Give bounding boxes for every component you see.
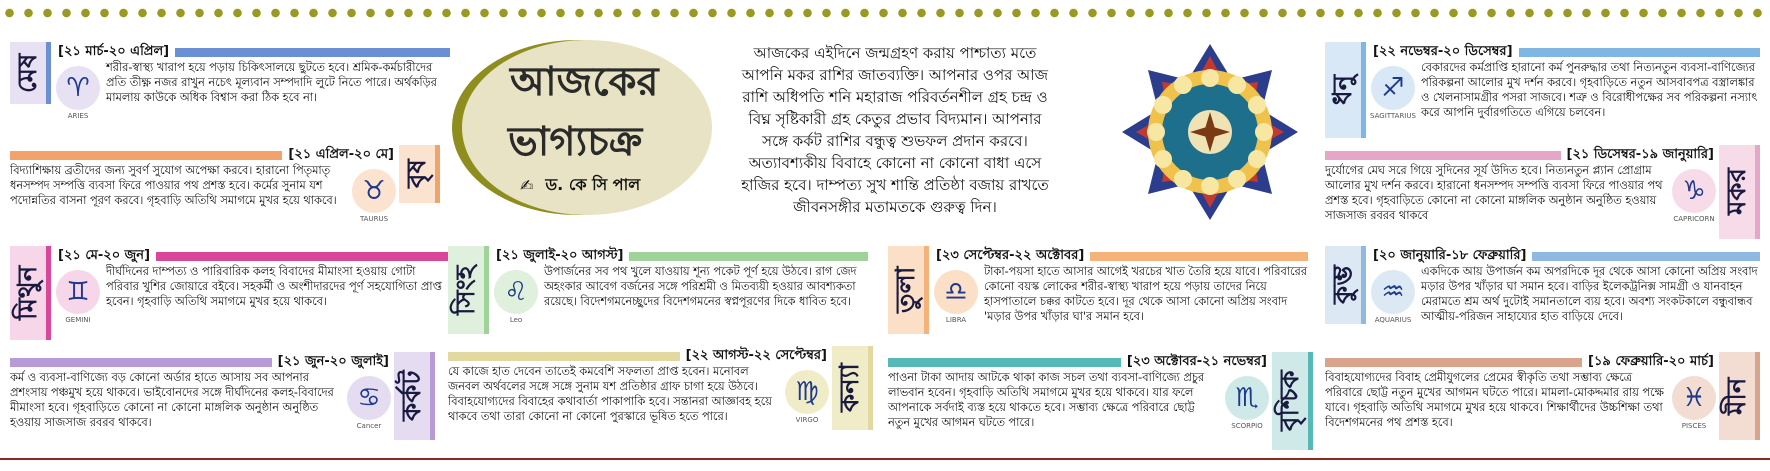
sign-date: [২১ জুন-২০ জুলাই] bbox=[277, 354, 389, 369]
zodiac-symbol-icon: ♏ bbox=[1225, 376, 1269, 420]
sign-name-tab: ধনু bbox=[1325, 42, 1366, 138]
intro-paragraph: আজকের এইদিনে জন্মগ্রহণ করায় পাশ্চাত্য মতে আপনি মকর রাশির জাতব্যক্তি। আপনার ওপর আজ রাশি অধিপতি শনি মহারাজ পরিবর্তনশীল গ্রহ চন্দ্র ও বিঘ্ন সৃষ্টিকারী গ্রহ কেতুর প্রভাব বিদ্যমান। আপনার সঙ্গে কর্কট রাশির বন্ধুত্ব শুভফল প্রদান করবে। অত্যাবশ্যকীয় বিবাহে কোনো না কোনো বাধা এসে হাজির হবে। দাম্পত্য সুখ শান্তি প্রতিষ্ঠা বজায় রাখতে জীবনসঙ্গীর মতামতকে গুরুত্ব দিন। bbox=[741, 44, 1049, 216]
zodiac-symbol-label: PISCES bbox=[1681, 422, 1707, 430]
zodiac-symbol-icon: ♒ bbox=[1371, 270, 1415, 314]
sign-forecast-text: বিদ্যাশিক্ষায় ব্রতীদের জন্য সুবর্ণ সুযোগ অপেক্ষা করবে। হারানো পিতৃমাতৃ ধনসম্পদ সম্পত্তি ব্যবসা ফিরে পাওয়ার পথ প্রশস্ত হবে। কর্মের সুনাম যশ পদোন্নতির বাসনা পূরণ করবে। গৃহবাড়ি অতিথি সমাগমে মুখর হয়ে থাকবে। bbox=[10, 164, 337, 207]
sign-name-tab: বৃষ bbox=[399, 145, 440, 203]
dotted-border bbox=[0, 6, 1770, 20]
date-bar bbox=[1325, 358, 1582, 367]
sign-name-tab: মেষ bbox=[10, 42, 51, 104]
date-bar bbox=[1090, 252, 1308, 261]
sign-block bbox=[1325, 352, 1760, 452]
date-bar bbox=[10, 358, 272, 367]
date-bar bbox=[10, 151, 282, 160]
zodiac-symbol-label: LIBRA bbox=[945, 316, 967, 324]
zodiac-symbol-label: SAGITTARIUS bbox=[1370, 112, 1416, 120]
date-bar bbox=[629, 252, 868, 261]
zodiac-symbol-label: TAURUS bbox=[359, 215, 389, 223]
sign-name-tab: মকর bbox=[1719, 145, 1760, 239]
sign-forecast-text: যে কাজে হাত দেবেন তাতেই কমবেশি সফলতা প্রাপ্ত হবেন। মনোবল জনবল অর্থবলের সঙ্গে সঙ্গে সুনাম যশ প্রতিষ্ঠার গ্রাফ চাগা হয়ে উঠবে। বিবাহযোগ্যদের বিবাহের কথাবার্তা পাকাপাকি হবে। সন্তানরা আজ্ঞাবহ হয়ে থাকবে তথা তারা কোনো না কোনো পুরস্কারে ভূষিত হতে পারে। bbox=[448, 365, 772, 423]
zodiac-symbol-icon: ♐ bbox=[1371, 66, 1415, 110]
sign-name-tab: কন্যা bbox=[832, 346, 873, 430]
zodiac-symbol-label: SCORPIO bbox=[1231, 422, 1263, 430]
sign-forecast-text: একদিকে আয় উপার্জন কম অপরদিকে দূর থেকে আসা কোনো অপ্রিয় সংবাদ মড়ার উপর খাঁড়ার ঘা সমান হবে। বাড়ির ইলেকট্রনিক্স সামগ্রী ও যানবাহন মেরামতে শ্রম অর্থ দুটোই সমানতালে ব্যয় হবে। অবশ্য সংকটকালে বন্ধুবান্ধব আত্মীয়-পরিজন সাহায্যের হাত বাড়িয়ে দেবে। bbox=[1421, 265, 1758, 323]
sign-forecast-text: বেকারদের কর্মপ্রাপ্তি হারানো কর্ম পুনরুদ্ধার তথা নিত্যনতুন ব্যবসা-বাণিজ্যের পরিকল্পনা আলোর মুখ দর্শন করবে। গৃহবাড়িতে নতুন আসবাবপত্র বস্ত্রালঙ্কার ও খেলনাসামগ্রীর পসরা সাজবে। শত্রু ও বিরোধীপক্ষের সব পরিকল্পনা নস্যাৎ করে আপনি দুর্বারগতিতে এগিয়ে চলবেন। bbox=[1421, 61, 1758, 119]
sign-name-tab: বৃশ্চিক bbox=[1272, 352, 1313, 450]
zodiac-symbol-label: Leo bbox=[509, 316, 523, 324]
author-line bbox=[520, 172, 640, 199]
zodiac-symbol-icon: ♎ bbox=[934, 270, 978, 314]
sign-forecast-text: টাকা-পয়সা হাতে আসার আগেই খরচের খাত তৈরি হয়ে যাবে। পরিবারের কোনো বয়স্ক লোকের শরীর-স্বাস্থ্য খারাপ হয়ে পড়ায় তাদের নিয়ে হাসপাতালে চক্কর কাটতে হবে। দূর থেকে আসা কোনো অপ্রিয় সংবাদ 'মড়ার উপর খাঁড়ার ঘা'র সমান হবে। bbox=[984, 265, 1307, 323]
sign-name-tab: মীন bbox=[1719, 352, 1760, 440]
zodiac-symbol-icon: ♓ bbox=[1672, 376, 1716, 420]
zodiac-symbol-icon: ♌ bbox=[494, 270, 538, 314]
zodiac-symbol-label: CAPRICORN bbox=[1673, 215, 1715, 223]
sign-name-tab: কুম্ভ bbox=[1325, 246, 1366, 324]
sign-date: [২১ মার্চ-২০ এপ্রিল] bbox=[58, 44, 170, 59]
sign-block bbox=[10, 42, 450, 142]
sign-forecast-text: দীর্ঘদিনের দাম্পত্য ও পারিবারিক কলহ বিবাদের মীমাংসা হওয়ায় গোটা পরিবার খুশির জোয়ারে বইবে। সহকর্মী ও অংশীদারদের পূর্ণ সহযোগিতা প্রাপ্ত হবেন। গৃহবাড়ি অতিথি সমাগমে মুখর হয়ে থাকবে। bbox=[106, 265, 442, 308]
sign-forecast-text: শরীর-স্বাস্থ্য খারাপ হয়ে পড়ায় চিকিৎসালয়ে ছুটতে হবে। শ্রমিক-কর্মচারীদের প্রতি তীক্ষ্ণ নজর রাখুন নচেৎ মূল্যবান সম্পদাদি লুটে নিতে পারে। অর্থকড়ির মামলায় কাউকে অধিক বিশ্বাস করা ঠিক হবে না। bbox=[106, 61, 437, 104]
sign-block bbox=[448, 246, 868, 346]
sign-date: [২১ এপ্রিল-২০ মে] bbox=[288, 147, 394, 162]
zodiac-symbol-icon: ♑ bbox=[1672, 169, 1716, 213]
pen-icon: ✍ bbox=[520, 176, 534, 195]
zodiac-symbol-label: GEMINI bbox=[65, 316, 91, 324]
date-bar bbox=[1532, 252, 1760, 261]
zodiac-symbol-label: Cancer bbox=[356, 422, 382, 430]
sign-date: [২১ মে-২০ জুন] bbox=[58, 248, 151, 263]
sign-date: [২২ আগস্ট-২২ সেপ্টেম্বর] bbox=[685, 348, 827, 363]
sign-name-tab: তুলা bbox=[888, 246, 929, 334]
sign-block bbox=[1325, 145, 1760, 245]
zodiac-symbol-icon: ♈ bbox=[56, 66, 100, 110]
sign-block bbox=[888, 246, 1308, 346]
sign-date: [২৩ সেপ্টেম্বর-২২ অক্টোবর] bbox=[936, 248, 1085, 263]
bottom-rule bbox=[0, 458, 1770, 460]
sign-date: [২১ ডিসেম্বর-১৯ জানুয়ারি] bbox=[1566, 147, 1714, 162]
sign-date: [১৯ ফেব্রুয়ারি-২০ মার্চ] bbox=[1588, 354, 1714, 369]
sign-block bbox=[10, 352, 435, 452]
page-title-line1: আজকের bbox=[510, 58, 659, 105]
zodiac-symbol-label: VIRGO bbox=[795, 416, 819, 424]
sign-block bbox=[1325, 42, 1760, 142]
zodiac-symbol-icon: ♉ bbox=[352, 169, 396, 213]
sign-date: [২২ নভেম্বর-২০ ডিসেম্বর] bbox=[1373, 44, 1513, 59]
sign-date: [২০ জানুয়ারি-১৮ ফেব্রুয়ারি] bbox=[1373, 248, 1527, 263]
zodiac-symbol-icon: ♊ bbox=[56, 270, 100, 314]
zodiac-wheel-icon bbox=[1120, 42, 1300, 222]
sign-block bbox=[448, 346, 873, 446]
sign-block bbox=[1325, 246, 1760, 346]
date-bar bbox=[156, 252, 450, 261]
zodiac-symbol-label: AQUARIUS bbox=[1374, 316, 1412, 324]
sign-forecast-text: পাওনা টাকা আদায় আটকে থাকা কাজ সচল তথা ব্যবসা-বাণিজ্যে প্রচুর লাভবান হবেন। গৃহবাড়ি অতিথি সমাগমে মুখর হয়ে থাকবে। যার ফলে আপনাকে সর্বদাই ব্যস্ত হয়ে থাকতে হবে। সম্ভাব্য ক্ষেত্রে পরিবারে ছোট্ট নতুন মুখের আগমন ঘটতে পারে। bbox=[888, 371, 1205, 429]
zodiac-symbol-label: ARIES bbox=[67, 112, 89, 120]
sign-block bbox=[10, 145, 440, 245]
sign-date: [২১ জুলাই-২০ আগস্ট] bbox=[496, 248, 624, 263]
date-bar bbox=[175, 48, 450, 57]
zodiac-symbol-icon: ♍ bbox=[785, 370, 829, 414]
sign-name-tab: সিংহ bbox=[448, 246, 489, 334]
sign-forecast-text: দুর্যোগের মেঘ সরে গিয়ে সুদিনের সূর্য উদিত হবে। নিত্যনতুন প্ল্যান প্রোগ্রাম আলোর মুখ দর্শন করবে। হারানো ধনসম্পদ সম্পত্তি ব্যবসা ফিরে পাওয়ার পথ প্রশস্ত হবে। গৃহবাড়িতে কোনো না কোনো মাঙ্গলিক অনুষ্ঠান অনুষ্ঠিত হওয়ায় সাজসাজ রবরব থাকবে bbox=[1325, 164, 1663, 222]
date-bar bbox=[448, 352, 680, 361]
sign-forecast-text: কর্ম ও ব্যবসা-বাণিজ্যে বড় কোনো অর্ডার হাতে আসায় সব আপনার প্রশংসায় পঞ্চমুখ হয়ে থাকবে। ভাইবোনদের সঙ্গে দীর্ঘদিনের কলহ-বিবাদের মীমাংসা হবে। গৃহবাড়িতে কোনো না কোনো মাঙ্গলিক অনুষ্ঠান অনুষ্ঠিত হওয়ায় সাজসাজ রবরব থাকবে। bbox=[10, 371, 334, 429]
sign-block bbox=[888, 352, 1313, 452]
date-bar bbox=[888, 358, 1121, 367]
sign-name-tab: কর্কট bbox=[394, 352, 435, 440]
page-title-line2: ভাগ্যচক্র bbox=[508, 118, 643, 165]
date-bar bbox=[1519, 48, 1760, 57]
sign-forecast-text: বিবাহযোগ্যদের বিবাহ প্রেমীযুগলের প্রেমের স্বীকৃতি তথা সম্ভাব্য ক্ষেত্রে পরিবারে ছোট্ট নতুন মুখের আগমন ঘটতে পারে। মামলা-মোকদ্দমার রায় পক্ষে যাবে। গৃহবাড়ি অতিথি সমাগমে মুখর হয়ে থাকবে। শিক্ষার্থীদের উচ্চশিক্ষা তথা বিদেশগমনের পথ প্রশস্ত হবে। bbox=[1325, 371, 1664, 429]
zodiac-symbol-icon: ♋ bbox=[347, 376, 391, 420]
sign-name-tab: মিথুন bbox=[10, 246, 51, 340]
sign-forecast-text: উপার্জনের সব পথ খুলে যাওয়ায় শূন্য পকেট পূর্ণ হয়ে উঠবে। রাগ জেদ অহংকার আবেগ বর্জনের সঙ্গে পরিশ্রমী ও মিতব্যয়ী হওয়ার আবশ্যকতা রয়েছে। বিদেশগমনেচ্ছুদের বিদেশগমনের স্বপ্নপূরণের দিকে ধাবিত হবে। bbox=[544, 265, 857, 308]
date-bar bbox=[1325, 151, 1561, 160]
sign-date: [২৩ অক্টোবর-২১ নভেম্বর] bbox=[1126, 354, 1267, 369]
author-name: ড. কে সি পাল bbox=[545, 175, 641, 194]
sign-block bbox=[10, 246, 450, 346]
